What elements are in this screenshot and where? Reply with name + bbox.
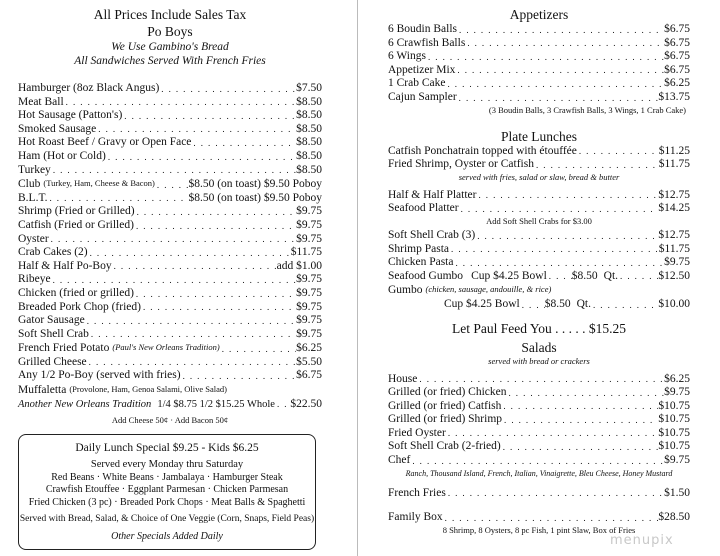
plate-list-1 — [388, 145, 690, 172]
leader-dots — [457, 25, 664, 37]
left-column — [18, 0, 322, 426]
menu-item-row — [18, 356, 322, 370]
menu-item-price: $11.75 — [658, 242, 690, 255]
menu-item-row — [18, 301, 322, 315]
menu-item-name: Cajun Sampler — [388, 90, 457, 103]
plate-list-3 — [388, 229, 690, 270]
menu-item-row — [388, 256, 690, 270]
menu-item-price: $9.75 — [296, 205, 322, 218]
gumbo-sub: (chicken, sausage, andouille, & rice) — [425, 284, 552, 295]
menu-item-name: Breaded Pork Chop (fried) — [18, 300, 141, 313]
leader-dots — [181, 371, 297, 383]
menu-item-price: $8.50 — [296, 95, 322, 108]
menu-item-row — [388, 158, 690, 172]
menu-item-row — [388, 229, 690, 243]
menu-item-price: $8.50 (on toast) $9.50 Poboy — [188, 191, 322, 204]
leader-dots — [88, 248, 291, 260]
bread-note: We Use Gambino's Bread — [111, 41, 229, 53]
menu-item-row — [18, 96, 322, 110]
menu-item-price: $9.75 — [296, 273, 322, 286]
leader-dots — [134, 221, 296, 233]
leader-dots — [443, 513, 659, 525]
menu-item-name: Hot Sausage (Patton's) — [18, 109, 123, 122]
leader-dots — [135, 207, 297, 219]
muffaletta-row — [18, 383, 322, 398]
leader-dots — [106, 152, 296, 164]
menu-item-price: $8.50 — [296, 122, 322, 135]
lunch-special-veggie: Served with Bread, Salad, & Choice of One Veggie (Corn, Snaps, Field Peas) — [19, 514, 315, 524]
menu-item-name: Any 1/2 Po-Boy (served with fries) — [18, 369, 181, 382]
menu-item-row — [18, 192, 322, 206]
leader-dots — [465, 38, 664, 50]
menu-item-price: $10.75 — [658, 440, 690, 453]
seafood-gumbo-row — [388, 270, 690, 284]
menu-item-price: $11.25 — [658, 144, 690, 157]
leader-dots — [445, 79, 664, 91]
let-paul-feed-you: Let Paul Feed You . . . . . $15.25 — [451, 320, 626, 336]
menu-item-name: Club — [18, 178, 41, 191]
leader-dots — [141, 302, 296, 314]
gumbo-qt-label: Qt. — [576, 297, 591, 310]
leader-dots — [534, 160, 659, 172]
family-box-name: Family Box — [388, 511, 443, 524]
leader-dots — [501, 442, 659, 454]
sampler-note: (3 Boudin Balls, 3 Crawfish Balls, 3 Wings, 1 Crab Cake) — [488, 104, 686, 115]
leader-dots — [220, 344, 296, 356]
leader-dots — [457, 93, 659, 105]
family-box-note: 8 Shrimp, 8 Oysters, 8 pc Fish, 1 pint Slaw, Box of Fries — [442, 524, 636, 535]
muffaletta-sizes: 1/4 $8.75 1/2 $15.25 Whole — [157, 398, 275, 410]
leader-dots — [520, 300, 545, 312]
menu-item-price: $10.75 — [658, 413, 690, 426]
french-fries-row — [388, 487, 690, 501]
menu-item-price: $10.75 — [658, 399, 690, 412]
leader-dots — [191, 138, 296, 150]
menu-item-name: Catfish (Fried or Grilled) — [18, 218, 134, 231]
menu-item-row — [18, 273, 322, 287]
seafood-gumbo-bowl: $8.50 — [571, 269, 598, 282]
menu-item-row — [18, 219, 322, 233]
menu-item-name: Grilled Cheese — [18, 355, 87, 368]
menu-item-row — [18, 314, 322, 328]
leader-dots — [475, 231, 658, 243]
leader-dots — [275, 399, 290, 411]
fries-note: All Sandwiches Served With French Fries — [74, 55, 266, 67]
muffaletta-tradition: Another New Orleans Tradition — [18, 398, 152, 410]
menu-item-row — [388, 64, 690, 78]
menu-item-row — [18, 82, 322, 96]
leader-dots — [453, 258, 664, 270]
muffaletta-name: Muffaletta — [18, 384, 67, 397]
leader-dots — [49, 234, 296, 246]
poboy-list — [18, 82, 322, 383]
french-fries-name: French Fries — [388, 486, 446, 499]
menu-item-price: $9.75 — [664, 256, 690, 269]
leader-dots — [449, 244, 659, 256]
menu-item-name: Crab Cakes (2) — [18, 246, 88, 259]
leader-dots — [51, 275, 297, 287]
menu-item-row — [388, 189, 690, 203]
menu-item-name: 6 Boudin Balls — [388, 23, 458, 35]
menu-item-name: Hot Roast Beef / Gravy or Open Face — [18, 136, 192, 149]
menu-item-price: $9.75 — [296, 314, 322, 327]
seafood-gumbo-cup: Cup $4.25 Bowl — [471, 269, 547, 282]
gumbo-row — [388, 283, 690, 298]
menu-item-price: $9.75 — [296, 286, 322, 299]
menu-item-name: House — [388, 372, 418, 385]
menu-item-name: Chicken (fried or grilled) — [18, 286, 134, 299]
menu-item-price: $14.25 — [658, 202, 690, 215]
menu-item-row — [18, 233, 322, 247]
leader-dots — [446, 488, 664, 500]
menu-item-name: Smoked Sausage — [18, 122, 97, 135]
appetizer-list — [388, 23, 690, 105]
menu-item-price: $6.75 — [296, 369, 322, 382]
menu-item-price: $7.50 — [296, 82, 322, 94]
lunch-special-other: Other Specials Added Daily — [111, 530, 223, 542]
menu-item-price: $9.75 — [296, 232, 322, 245]
menu-item-name: Soft Shell Crab (3) — [388, 228, 476, 241]
menu-item-row — [388, 386, 690, 400]
plate-list-2 — [388, 189, 690, 216]
leader-dots — [547, 271, 572, 283]
menu-item-row — [18, 136, 322, 150]
menu-item-name: Hamburger (8oz Black Angus) — [18, 82, 160, 94]
leader-dots — [134, 289, 296, 301]
leader-dots — [459, 204, 659, 216]
menu-item-name: French Fried Potato — [18, 342, 110, 355]
salads-title: Salads — [521, 339, 557, 355]
menu-item-row — [388, 145, 690, 159]
leader-dots — [446, 428, 659, 440]
menu-item-name: 6 Wings — [388, 50, 426, 63]
menu-item-price: $10.75 — [658, 426, 690, 439]
menu-item-name: B.L.T. — [18, 191, 48, 204]
leader-dots — [122, 111, 296, 123]
gumbo-price-row — [388, 298, 690, 312]
menu-item-name: Shrimp (Fried or Grilled) — [18, 205, 135, 218]
menu-item-row — [388, 37, 690, 51]
menu-item-name: Catfish Ponchatrain topped with étouffée — [388, 144, 577, 157]
menu-item-price: $11.75 — [290, 246, 322, 259]
muffaletta-whole-price: $22.50 — [290, 397, 322, 410]
lunch-special-served: Served every Monday thru Saturday — [90, 459, 244, 470]
menu-item-name: Chef — [388, 454, 411, 467]
seafood-gumbo-qt-label: Qt. — [603, 269, 619, 282]
menu-item-row — [388, 50, 690, 64]
menu-item-name: Half & Half Platter — [388, 188, 477, 201]
family-box-price: $28.50 — [658, 511, 690, 524]
leader-dots — [89, 329, 296, 341]
leader-dots — [502, 415, 658, 427]
menu-item-name: Fried Shrimp, Oyster or Catfish — [388, 158, 534, 171]
menu-item-price: $6.75 — [664, 50, 690, 63]
leader-dots — [618, 271, 658, 283]
menu-item-price: $9.75 — [296, 327, 322, 340]
leader-dots — [48, 193, 189, 205]
leader-dots — [476, 190, 658, 202]
menu-item-price: add $1.00 — [276, 259, 322, 272]
leader-dots — [96, 124, 296, 136]
menu-item-price: $8.50 — [296, 149, 322, 162]
menu-item-price: $8.50 (on toast) $9.50 Poboy — [188, 178, 322, 191]
menu-item-name: Appetizer Mix — [388, 63, 456, 76]
appetizers-title: Appetizers — [509, 7, 569, 22]
leader-dots — [410, 456, 664, 468]
menu-item-price: $6.75 — [664, 63, 690, 76]
menu-item-row — [388, 77, 690, 91]
menu-item-price: $5.50 — [296, 355, 322, 368]
menu-item-price: $8.50 — [296, 109, 322, 122]
softshell-note: Add Soft Shell Crabs for $3.00 — [486, 215, 592, 226]
menu-item-row — [388, 400, 690, 414]
menu-item-row — [18, 287, 322, 301]
menu-item-row — [18, 328, 322, 342]
menu-item-row — [388, 243, 690, 257]
menu-item-row — [388, 202, 690, 216]
menu-item-price: $6.25 — [664, 77, 690, 90]
menu-item-price: $6.75 — [664, 23, 690, 35]
menu-item-name: Oyster — [18, 232, 49, 245]
menu-item-row — [388, 373, 690, 387]
menu-item-price: $13.75 — [658, 90, 690, 103]
gumbo-cup: Cup $4.25 Bowl — [444, 297, 520, 310]
menu-item-price: $12.75 — [658, 228, 690, 241]
lunch-special-line1: Red Beans · White Beans · Jambalaya · Hamburger Steak — [51, 471, 283, 483]
lunch-special-title: Daily Lunch Special $9.25 - Kids $6.25 — [75, 442, 259, 454]
salads-served: served with bread or crackers — [488, 355, 590, 366]
menu-item-row — [388, 427, 690, 441]
muffaletta-sizes-row — [18, 398, 322, 412]
menu-item-name: Soft Shell Crab (2-fried) — [388, 440, 501, 453]
menu-item-row — [18, 177, 322, 192]
menu-item-name: 1 Crab Cake — [388, 77, 446, 90]
leader-dots — [426, 52, 664, 64]
menu-item-row — [388, 413, 690, 427]
menu-item-row — [18, 369, 322, 383]
leader-dots — [112, 261, 277, 273]
menu-item-price: $9.75 — [296, 300, 322, 313]
leader-dots — [455, 65, 664, 77]
menu-item-row — [18, 109, 322, 123]
menu-item-price: $9.75 — [664, 454, 690, 467]
leader-dots — [417, 374, 664, 386]
menu-item-name: Turkey — [18, 163, 51, 176]
menu-item-price: $6.25 — [296, 342, 322, 355]
leader-dots — [87, 357, 296, 369]
tax-note: All Prices Include Sales Tax — [93, 7, 247, 22]
salad-dressings: Ranch, Thousand Island, French, Italian, Vinaigrette, Bleu Cheese, Honey Mustard — [405, 468, 673, 478]
menu-item-row — [18, 246, 322, 260]
seafood-gumbo-qt: $12.50 — [658, 269, 690, 282]
menu-item-name: Chicken Pasta — [388, 256, 454, 269]
column-divider — [357, 0, 358, 556]
menu-item-name: Grilled (or fried) Chicken — [388, 386, 507, 399]
menu-item-name: Gator Sausage — [18, 314, 85, 327]
menu-item-price: $11.75 — [658, 158, 690, 171]
leader-dots — [85, 316, 296, 328]
leader-dots — [51, 165, 296, 177]
menu-item-price: $12.75 — [658, 188, 690, 201]
menu-item-description: (Turkey, Ham, Cheese & Bacon) — [43, 178, 155, 189]
gumbo-bowl: $8.50 — [544, 297, 571, 310]
menu-item-row — [388, 454, 690, 468]
menu-item-name: Seafood Platter — [388, 202, 459, 215]
menu-item-row — [18, 123, 322, 137]
menu-item-name: Soft Shell Crab — [18, 327, 89, 340]
menu-item-name: Fried Oyster — [388, 426, 446, 439]
french-fries-price: $1.50 — [664, 486, 690, 499]
menu-item-price: $6.25 — [664, 372, 690, 385]
plate-lunches-title: Plate Lunches — [500, 128, 578, 144]
muffaletta-addons: Add Cheese 50¢ · Add Bacon 50¢ — [111, 415, 229, 426]
watermark: menupix — [610, 533, 674, 548]
menu-item-price: $9.75 — [664, 386, 690, 399]
leader-dots — [577, 146, 659, 158]
menu-item-name: Grilled (or fried) Shrimp — [388, 413, 503, 426]
poboys-title: Po Boys — [147, 24, 193, 39]
lunch-special-box — [18, 434, 316, 550]
menu-item-name: Half & Half Po-Boy — [18, 259, 112, 272]
seafood-gumbo-name: Seafood Gumbo — [388, 269, 464, 282]
gumbo-name: Gumbo — [388, 284, 423, 297]
menu-item-name: Grilled (or fried) Catfish — [388, 399, 502, 412]
gumbo-qt: $10.00 — [658, 297, 690, 310]
menu-item-name: Meat Ball — [18, 95, 64, 108]
menu-item-row — [18, 260, 322, 274]
menu-item-row — [18, 150, 322, 164]
menu-item-row — [388, 440, 690, 454]
menu-item-name: Ham (Hot or Cold) — [18, 149, 106, 162]
menu-item-price: $6.75 — [664, 36, 690, 49]
menu-item-name: 6 Crawfish Balls — [388, 36, 466, 49]
menu-item-price: $9.75 — [296, 218, 322, 231]
menu-item-row — [388, 91, 690, 105]
family-box-row — [388, 511, 690, 525]
leader-dots — [155, 180, 189, 192]
lunch-special-line3: Fried Chicken (3 pc) · Breaded Pork Chops · Meat Balls & Spaghetti — [28, 496, 306, 508]
menu-item-name: Shrimp Pasta — [388, 242, 450, 255]
leader-dots — [159, 84, 296, 96]
menu-item-row — [18, 341, 322, 356]
right-column — [388, 0, 690, 536]
leader-dots — [506, 388, 664, 400]
menu-item-price: $8.50 — [296, 136, 322, 149]
menu-item-description: (Paul's New Orleans Tradition) — [112, 342, 220, 353]
muffaletta-sub: (Provolone, Ham, Genoa Salami, Olive Salad) — [69, 384, 228, 395]
menu-item-row — [18, 205, 322, 219]
leader-dots — [591, 300, 658, 312]
menu-item-name: Ribeye — [18, 273, 51, 286]
salad-list — [388, 373, 690, 468]
menu-item-row — [18, 164, 322, 178]
menu-item-price: $8.50 — [296, 163, 322, 176]
menu-item-row — [388, 23, 690, 37]
plate-served-note: served with fries, salad or slaw, bread & butter — [458, 171, 620, 182]
leader-dots — [64, 97, 296, 109]
leader-dots — [501, 401, 658, 413]
lunch-special-line2: Crawfish Etouffee · Eggplant Parmesan · Chicken Parmesan — [45, 484, 289, 495]
